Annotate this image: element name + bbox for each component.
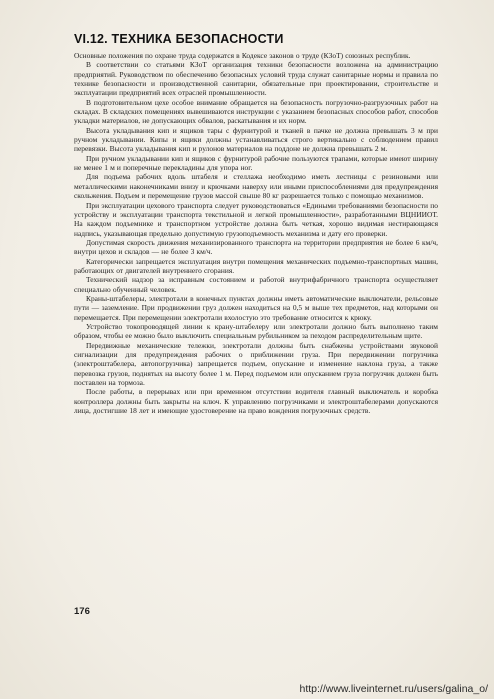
- footer-url[interactable]: http://www.liveinternet.ru/users/galina_o/: [299, 683, 488, 695]
- paragraph: Технический надзор за исправным состоянием и работой внутрифабричного транспорта осуществляет специально обученный человек.: [74, 275, 438, 294]
- paragraph: Высота укладывания кип и ящиков тары с фурнитурой и тканей в пачке не должна превышать 3 м при ручном укладывании. Кипы и ящики должны устанавливаться строго вертикально с соблюдением правил перевязки. Высота укладывания кип и рулонов материалов на поддоне не должна превышать 2 м.: [74, 125, 438, 154]
- paragraph: В подготовительном цехе особое внимание обращается на безопасность погрузочно-разгрузочных работ на складах. В складских помещениях вывешиваются инструкции с указанием безопасных способов работ, способов укладки материалов, не допускающих обвалов, раскатывания и их норм.: [74, 97, 438, 126]
- paragraph: Категорически запрещается эксплуатация внутри помещения механических подъемно-транспортных машин, работающих от двигателей внутреннего сгорания.: [74, 256, 438, 275]
- paragraph: Для подъема рабочих вдоль штабеля и стеллажа необходимо иметь лестницы с резиновыми или металлическими наконечниками внизу и крючками наверху или иными приспособлениями для предупреждения скольжения. Подъем и перемещение грузов массой свыше 80 кг разрешается только с помощью механизмов.: [74, 172, 438, 201]
- paragraph: После работы, в перерывах или при временном отсутствии водителя главный выключатель и коробка контроллера должны быть закрыты на ключ. К управлению погрузчиками и электроштабелерами допускаются лица, достигшие 18 лет и имеющие удостоверение на право вождения погрузочных средств.: [74, 387, 438, 416]
- paragraph: При эксплуатации цехового транспорта следует руководствоваться «Едиными требованиями безопасности по устройству и эксплуатации транспорта текстильной и легкой промышленности», разработанными ВЦНИИОТ. На каждом подъемнике и транспортном устройстве должна быть четкая, хорошо видимая нестирающаяся надпись, указывающая предельно допустимую грузоподъемность механизма и дату его проверки.: [74, 200, 438, 238]
- page-content: [74, 32, 438, 415]
- paragraph: При ручном укладывании кип и ящиков с фурнитурой рабочие пользуются трапами, которые имеют ширину не менее 1 м и поперечные перекладины для упора ног.: [74, 153, 438, 173]
- paragraph: В соответствии со статьями КЗоТ организация техники безопасности возложена на администрацию предприятий. Руководством по обеспечению безопасных условий труда служат санитарные нормы и правила по технике безопасности и производственной санитарии, обязательные при проектировании, строительстве и эксплуатации предприятий всех отраслей промышленности.: [74, 60, 438, 98]
- section-heading: VI.12. ТЕХНИКА БЕЗОПАСНОСТИ: [74, 32, 284, 46]
- paragraph: Краны-штабелеры, электротали в конечных пунктах должны иметь автоматические выключатели, рельсовые пути — заземление. При продвижении груз должен находиться на 0,5 м выше тех предметов, над которыми он перемещается. При перемещении электротали вхолостую это требование относится к крюку.: [74, 293, 438, 322]
- paragraph: Передвижные механические тележки, электротали должны быть снабжены устройствами звуковой сигнализации для предупреждения рабочих о приближении груза. При передвижении погрузчика (электроштабелера, автопогрузчика) запрещается подъем, опускание и изменение наклона груза, а также перевозка грузов, поднятых на высоту более 1 м. Перед подъемом или опусканием груза погрузчик должен быть поставлен на тормоза.: [74, 340, 438, 388]
- paragraph: Допустимая скорость движения механизированного транспорта на территории предприятия не более 6 км/ч, внутри цехов и складов — не более 3 км/ч.: [74, 237, 438, 257]
- page-number: 176: [74, 606, 90, 617]
- paragraph: Устройство токопроводящей линии к крану-штабелеру или электротали должно быть выполнено таким образом, чтобы ее можно было выключить специальным рубильником за пеходом распределительным щите.: [74, 321, 438, 341]
- paragraph: Основные положения по охране труда содержатся в Кодексе законов о труде (КЗоТ) союзных республик.: [74, 51, 411, 60]
